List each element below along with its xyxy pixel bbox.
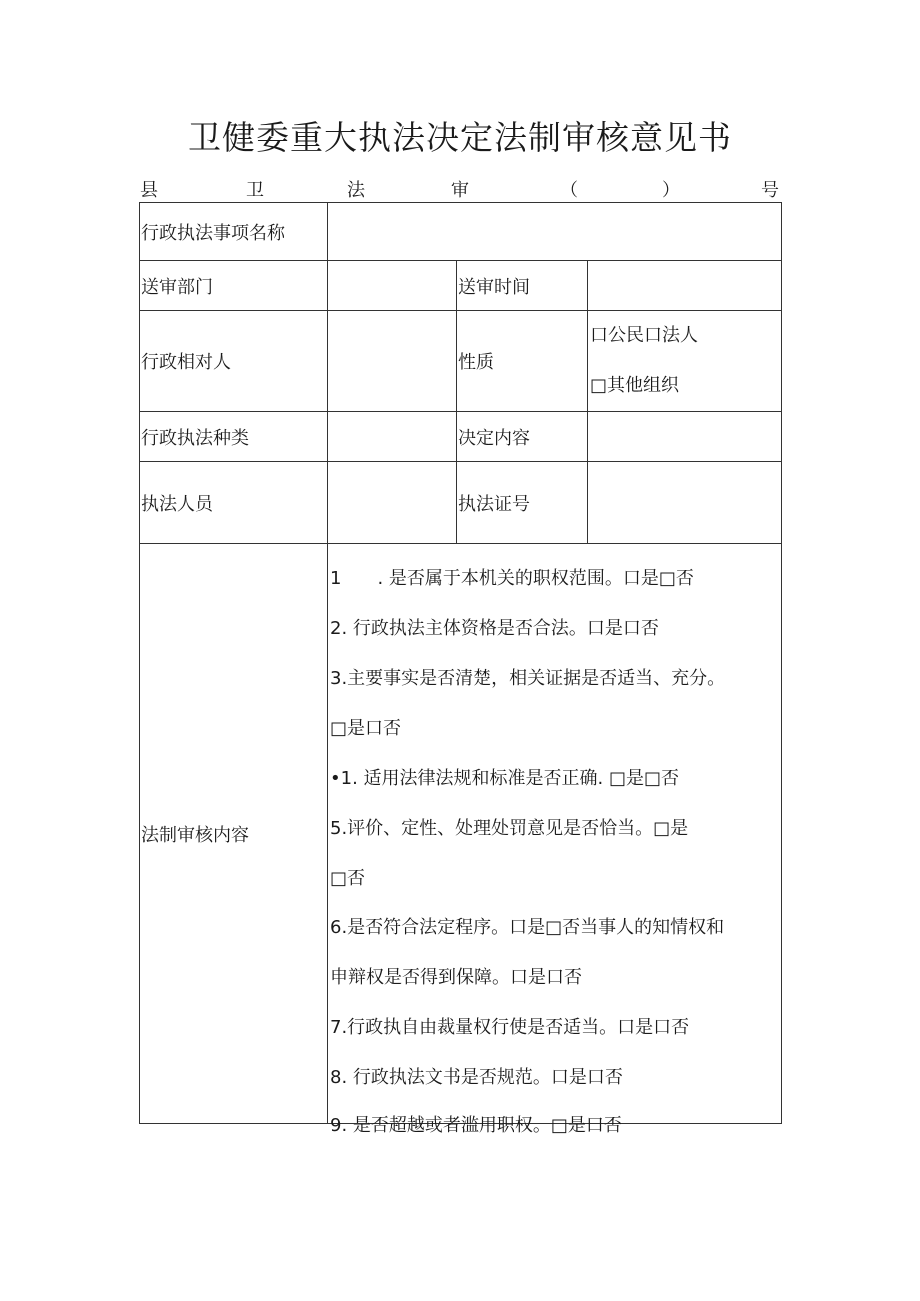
- review-item: 3.主要事实是否清楚，相关证据是否适当、充分。: [330, 668, 726, 689]
- review-item: 申辩权是否得到保障。口是口否: [330, 967, 582, 988]
- nature-options[interactable]: [588, 311, 782, 412]
- dept-value[interactable]: [328, 261, 457, 311]
- review-item: 6.是否符合法定程序。口是□否当事人的知情权和: [330, 917, 725, 938]
- cert-label: 执法证号: [457, 462, 588, 544]
- decision-value[interactable]: [588, 412, 782, 462]
- document-title: 卫健委重大执法决定法制审核意见书: [188, 118, 732, 157]
- doc-number-char: ）: [662, 180, 680, 201]
- dept-label: 送审部门: [140, 261, 328, 311]
- doc-number-char: （: [560, 180, 578, 201]
- doc-number-char: 法: [347, 180, 365, 201]
- item-name-value[interactable]: [328, 203, 782, 261]
- nature-option-line[interactable]: □其他组织: [590, 375, 680, 396]
- party-value[interactable]: [328, 311, 457, 412]
- doc-number-char: 审: [451, 180, 469, 201]
- nature-option-line[interactable]: 口公民口法人: [590, 325, 698, 346]
- cert-value[interactable]: [588, 462, 782, 544]
- review-item: 5.评价、定性、处理处罚意见是否恰当。□是: [330, 818, 689, 839]
- doc-number-char: 卫: [246, 180, 264, 201]
- doc-number-char: 号: [761, 180, 779, 201]
- table-row: [140, 203, 782, 261]
- review-item: 1 . 是否属于本机关的职权范围。口是□否: [330, 568, 694, 589]
- review-item: □是口否: [330, 718, 402, 739]
- type-value[interactable]: [328, 412, 457, 462]
- table-row: [140, 311, 782, 412]
- time-label: 送审时间: [457, 261, 588, 311]
- staff-label: 执法人员: [140, 462, 328, 544]
- review-item: □否: [330, 868, 366, 889]
- review-item: 2. 行政执法主体资格是否合法。口是口否: [330, 618, 659, 639]
- decision-label: 决定内容: [457, 412, 588, 462]
- review-form-table: [139, 202, 782, 1136]
- table-row: [140, 544, 782, 1124]
- time-value[interactable]: [588, 261, 782, 311]
- nature-label: 性质: [457, 311, 588, 412]
- table-row: [140, 412, 782, 462]
- review-label: 法制审核内容: [140, 544, 328, 1124]
- review-item: 9. 是否超越或者滥用职权。□是口否: [330, 1115, 622, 1136]
- party-label: 行政相对人: [140, 311, 328, 412]
- review-item: 7.行政执自由裁量权行使是否适当。口是口否: [330, 1017, 690, 1038]
- item-name-label: 行政执法事项名称: [140, 203, 328, 261]
- review-content: [328, 544, 782, 1136]
- staff-value[interactable]: [328, 462, 457, 544]
- review-item: 8. 行政执法文书是否规范。口是口否: [330, 1067, 623, 1088]
- review-items-list: [328, 544, 781, 1136]
- review-item: •1. 适用法律法规和标准是否正确. □是□否: [330, 768, 679, 789]
- table-row: [140, 261, 782, 311]
- doc-number-char: 县: [140, 180, 158, 201]
- document-number-line: [140, 176, 781, 202]
- table-row: [140, 462, 782, 544]
- type-label: 行政执法种类: [140, 412, 328, 462]
